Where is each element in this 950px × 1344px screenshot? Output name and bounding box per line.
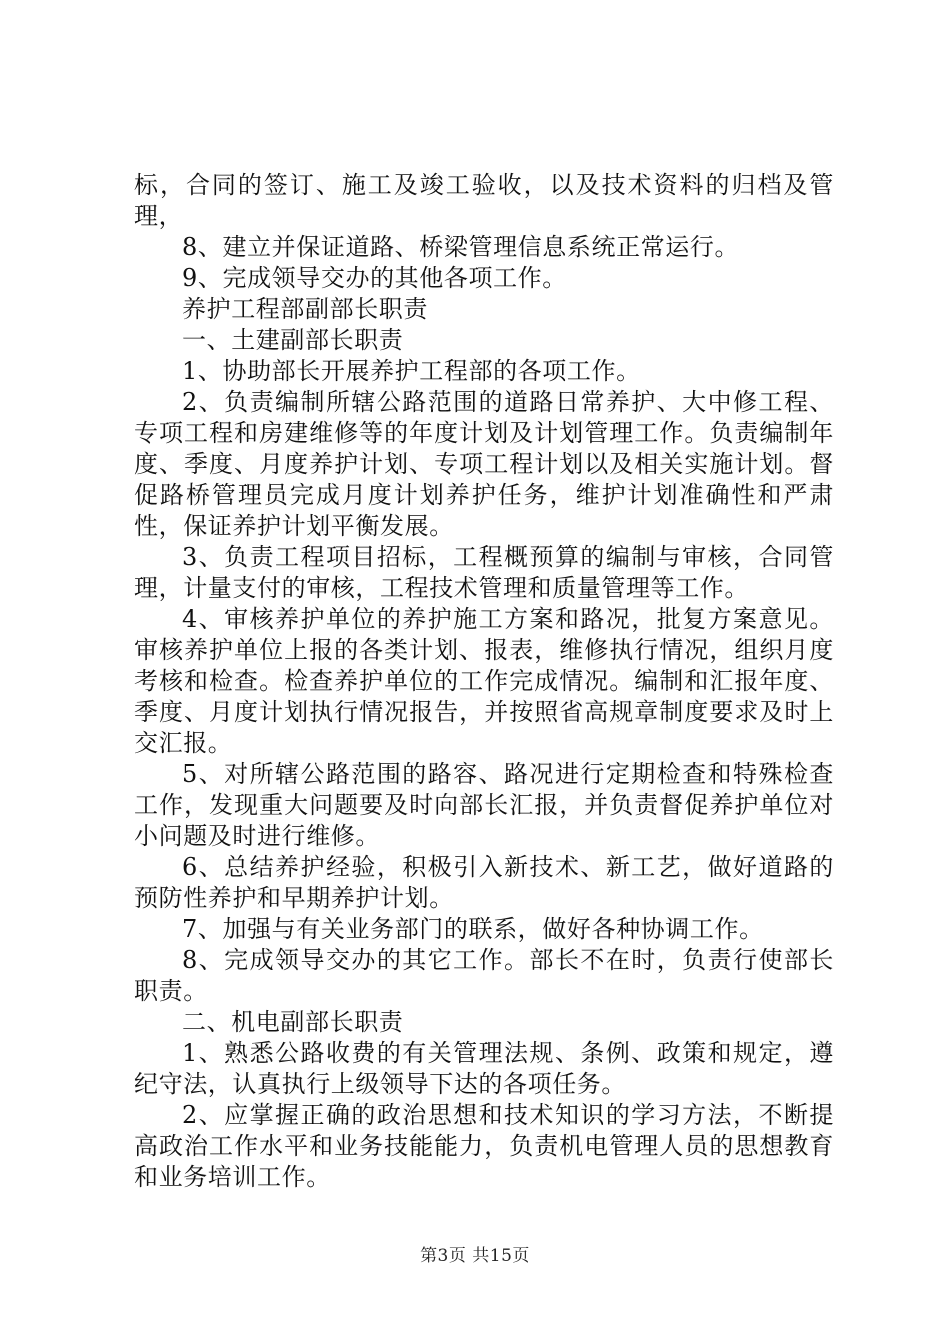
paragraph-1: 8、建立并保证道路、桥梁管理信息系统正常运行。	[182, 233, 740, 261]
section-heading: 养护工程部副部长职责	[182, 295, 428, 323]
page-number-footer: 第3页 共15页	[420, 1246, 530, 1266]
subsection-heading-2: 二、机电副部长职责	[182, 1008, 404, 1036]
paragraph-8: 4、审核养护单位的养护施工方案和路况，批复方案意见。审核养护单位上报的各类计划、报表，维修执行情况，组织月度考核和检查。检查养护单位的工作完成情况。编制和汇报年度、季度、月度计划执行情况报告，并按照省高规章制度要求及时上交汇报。	[134, 605, 834, 757]
paragraph-9: 5、对所辖公路范围的路容、路况进行定期检查和特殊检查工作，发现重大问题要及时向部长汇报，并负责督促养护单位对小问题及时进行维修。	[134, 760, 834, 850]
paragraph-10: 6、总结养护经验，积极引入新技术、新工艺，做好道路的预防性养护和早期养护计划。	[134, 853, 834, 912]
paragraph-15: 2、应掌握正确的政治思想和技术知识的学习方法，不断提高政治工作水平和业务技能能力，负责机电管理人员的思想教育和业务培训工作。	[134, 1101, 834, 1191]
paragraph-11: 7、加强与有关业务部门的联系，做好各种协调工作。	[182, 915, 764, 943]
paragraph-2: 9、完成领导交办的其他各项工作。	[182, 264, 567, 292]
paragraph-7: 3、负责工程项目招标，工程概预算的编制与审核，合同管理，计量支付的审核，工程技术管理和质量管理等工作。	[134, 543, 834, 602]
subsection-heading-1: 一、土建副部长职责	[182, 326, 404, 354]
paragraph-0: 标，合同的签订、施工及竣工验收，以及技术资料的归档及管理，	[134, 171, 834, 230]
paragraph-6: 2、负责编制所辖公路范围的道路日常养护、大中修工程、专项工程和房建维修等的年度计划及计划管理工作。负责编制年度、季度、月度养护计划、专项工程计划以及相关实施计划。督促路桥管理员完成月度计划养护任务，维护计划准确性和严肃性，保证养护计划平衡发展。	[134, 388, 834, 540]
paragraph-14: 1、熟悉公路收费的有关管理法规、条例、政策和规定，遵纪守法，认真执行上级领导下达的各项任务。	[134, 1039, 834, 1098]
paragraph-12: 8、完成领导交办的其它工作。部长不在时，负责行使部长职责。	[134, 946, 834, 1005]
document-body	[134, 170, 834, 1193]
paragraph-5: 1、协助部长开展养护工程部的各项工作。	[182, 357, 641, 385]
